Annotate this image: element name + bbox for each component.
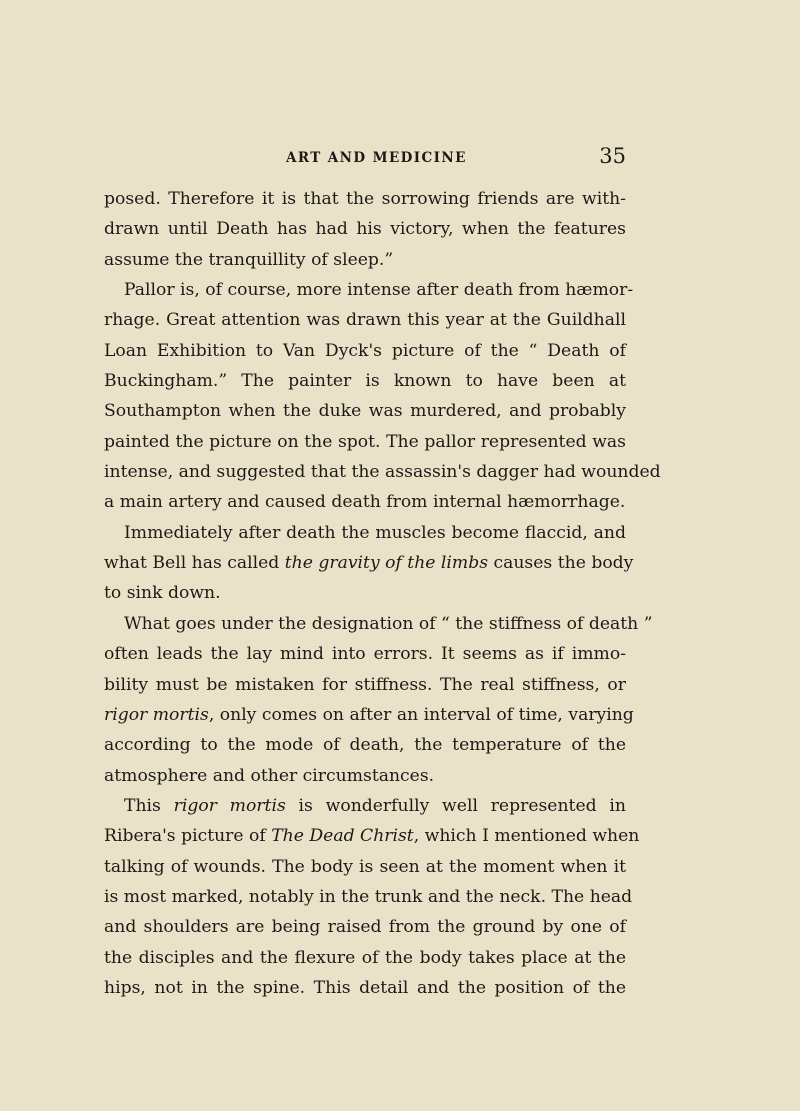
- text-line: is most marked, notably in the trunk and the neck. The head: [104, 886, 633, 907]
- text-line: talking of wounds. The body is seen at the moment when it: [104, 856, 626, 877]
- italic-phrase: rigor mortis: [173, 795, 286, 816]
- text-line: rhage. Great attention was drawn this year at the Guildhall: [104, 310, 626, 331]
- italic-phrase: The Dead Christ: [271, 826, 414, 847]
- text-line: [104, 548, 634, 578]
- text-line: Buckingham.” The painter is known to have been at: [104, 371, 626, 392]
- text-line: [104, 700, 634, 730]
- text-line: painted the picture on the spot. The pallor represented was: [104, 431, 626, 452]
- text-line: What goes under the designation of “ the stiffness of death ”: [124, 613, 653, 634]
- text-line: intense, and suggested that the assassin's dagger had wounded: [104, 462, 661, 483]
- text-line: often leads the lay mind into errors. It seems as if immo-: [104, 644, 626, 665]
- italic-phrase: the gravity of the limbs: [284, 553, 489, 574]
- text-line: drawn until Death has had his victory, when the features: [104, 219, 626, 240]
- text-line: bility must be mistaken for stiffness. The real stiffness, or: [104, 674, 626, 695]
- text-span: causes the body: [488, 553, 634, 574]
- text-line: atmosphere and other circumstances.: [104, 765, 435, 786]
- text-line: assume the tranquillity of sleep.”: [104, 249, 394, 270]
- text-span: Ribera's picture of: [104, 826, 272, 847]
- text-span: This: [124, 795, 174, 816]
- text-line: and shoulders are being raised from the ground by one of: [104, 917, 626, 938]
- text-line: to sink down.: [104, 583, 221, 604]
- page-number: 35: [599, 144, 626, 168]
- text-line: Loan Exhibition to Van Dyck's picture of the “ Death of: [104, 340, 626, 361]
- body-text: [104, 184, 661, 1003]
- text-line: Pallor is, of course, more intense after death from hæmor-: [124, 280, 634, 301]
- text-line: according to the mode of death, the temperature of the: [104, 735, 626, 756]
- text-line: [104, 821, 640, 851]
- text-span: is wonderfully well represented in: [285, 795, 626, 816]
- page-header: [104, 146, 626, 172]
- text-span: , which I mentioned when: [413, 826, 640, 847]
- text-line: Southampton when the duke was murdered, and probably: [104, 401, 626, 422]
- text-line: the disciples and the flexure of the body takes place at the: [104, 947, 626, 968]
- text-line: hips, not in the spine. This detail and the position of the: [104, 977, 626, 998]
- text-line: a main artery and caused death from internal hæmorrhage.: [104, 492, 626, 513]
- text-line: posed. Therefore it is that the sorrowing friends are with-: [104, 189, 626, 209]
- text-line: [104, 791, 626, 821]
- text-span: what Bell has called: [104, 553, 285, 574]
- italic-phrase: rigor mortis: [104, 704, 209, 725]
- text-line: Immediately after death the muscles become flaccid, and: [124, 522, 626, 543]
- text-span: , only comes on after an interval of time, varying: [208, 704, 634, 725]
- running-head: ART AND MEDICINE: [286, 150, 467, 166]
